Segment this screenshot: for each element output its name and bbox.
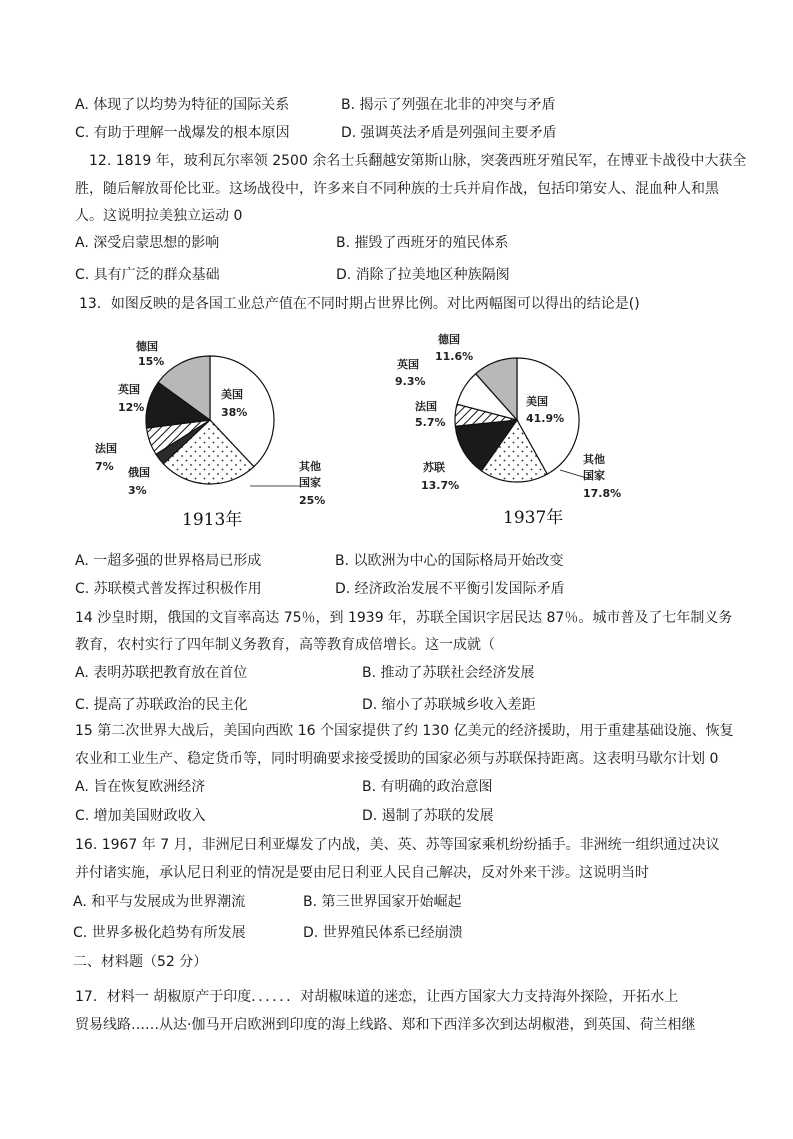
q15-option-d: D. 遏制了苏联的发展 <box>362 808 494 824</box>
pie-1913-slices <box>146 356 274 484</box>
q15-option-b: B. 有明确的政治意图 <box>362 779 493 795</box>
label-others-1937-l1: 其他 <box>583 453 605 466</box>
value-others-1913: 25% <box>299 494 326 507</box>
value-uk-1913: 12% <box>118 401 145 414</box>
q16-option-c: C. 世界多极化趋势有所发展 <box>73 925 246 941</box>
label-france-1913: 法国 <box>95 442 117 455</box>
q13-stem: 13．如图反映的是各国工业总产值在不同时期占世界比例。对比两幅图可以得出的结论是() <box>79 296 640 312</box>
value-usa-1937: 41.9% <box>526 412 565 425</box>
q13-option-c: C. 苏联模式普发挥过积极作用 <box>75 581 262 597</box>
q11-option-a: A. 体现了以均势为特征的国际关系 <box>75 97 290 113</box>
value-germany-1937: 11.6% <box>435 350 474 363</box>
label-others-1913-l1: 其他 <box>299 460 321 473</box>
q12-stem-line1: 12. 1819 年，玻利瓦尔率领 2500 余名士兵翻越安第斯山脉，突袭西班牙殖民军，在博亚卡战役中大获全 <box>89 153 747 169</box>
label-others-1937-l2: 国家 <box>583 469 605 482</box>
value-germany-1913: 15% <box>138 355 165 368</box>
pie-chart-1913 <box>90 328 360 528</box>
q14-stem-line2: 教育，农村实行了四年制义务教育，高等教育成倍增长。这一成就（ <box>75 637 495 653</box>
value-france-1937: 5.7% <box>415 416 446 429</box>
q14-option-d: D. 缩小了苏联城乡收入差距 <box>362 697 536 713</box>
q12-stem-line3: 人。这说明拉美独立运动 0 <box>75 208 243 224</box>
label-uk-1913: 英国 <box>118 383 140 396</box>
label-germany-1913: 德国 <box>136 340 158 353</box>
q14-option-b: B. 推动了苏联社会经济发展 <box>362 665 535 681</box>
q15-option-a: A. 旨在恢复欧洲经济 <box>75 779 206 795</box>
year-caption-1937: 1937年 <box>503 508 564 528</box>
label-germany-1937: 德国 <box>438 333 460 346</box>
q11-option-d: D. 强调英法矛盾是列强间主要矛盾 <box>341 125 557 141</box>
q17-material-line1: 17．材料一 胡椒原产于印度．．．．．．对胡椒味道的迷恋，让西方国家大力支持海外探险，开拓水上 <box>75 989 679 1005</box>
q16-option-d: D. 世界殖民体系已经崩溃 <box>303 925 463 941</box>
q15-option-c: C. 增加美国财政收入 <box>75 808 206 824</box>
pie-chart-1937 <box>390 328 640 528</box>
q14-option-c: C. 提高了苏联政治的民主化 <box>75 697 248 713</box>
q17-material-line2: 贸易线路……从达·伽马开启欧洲到印度的海上线路、郑和下西洋多次到达胡椒港，到英国、荷兰相继 <box>75 1017 696 1033</box>
q16-stem-line1: 16. 1967 年 7 月，非洲尼日利亚爆发了内战，美、英、苏等国家乘机纷纷插手。非洲统一组织通过决议 <box>75 837 720 853</box>
q14-stem-line1: 14 沙皇时期，俄国的文盲率高达 75％，到 1939 年，苏联全国识字居民达 87％。城市普及了七年制义务 <box>75 610 733 626</box>
value-uk-1937: 9.3% <box>395 375 426 388</box>
value-ussr-1937: 13.7% <box>421 479 460 492</box>
value-usa-1913: 38% <box>221 406 248 419</box>
value-russia-1913: 3% <box>128 484 147 497</box>
q13-option-a: A. 一超多强的世界格局已形成 <box>75 553 262 569</box>
q15-stem-line2: 农业和工业生产、稳定货币等，同时明确要求接受援助的国家必须与苏联保持距离。这表明马歇尔计划 0 <box>75 751 719 767</box>
q15-stem-line1: 15 第二次世界大战后，美国向西欧 16 个国家提供了约 130 亿美元的经济援助，用于重建基础设施、恢复 <box>75 723 734 739</box>
q16-stem-line2: 并付诸实施，承认尼日利亚的情况是要由尼日利亚人民自己解决，反对外来干涉。这说明当时 <box>75 865 649 881</box>
label-others-1913-l2: 国家 <box>299 476 321 489</box>
q13-option-b: B. 以欧洲为中心的国际格局开始改变 <box>335 553 564 569</box>
value-others-1937: 17.8% <box>583 487 622 500</box>
q12-option-c: C. 具有广泛的群众基础 <box>75 267 220 283</box>
q16-option-b: B. 第三世界国家开始崛起 <box>303 894 462 910</box>
label-uk-1937: 英国 <box>397 358 419 371</box>
q12-option-b: B. 摧毁了西班牙的殖民体系 <box>336 235 509 251</box>
q14-option-a: A. 表明苏联把教育放在首位 <box>75 665 248 681</box>
q12-stem-line2: 胜，随后解放哥伦比亚。这场战役中，许多来自不同种族的士兵并肩作战，包括印第安人、混血种人和黑 <box>75 181 719 197</box>
label-usa-1937: 美国 <box>526 395 548 408</box>
label-russia-1913: 俄国 <box>128 466 150 479</box>
label-usa-1913: 美国 <box>221 388 243 401</box>
label-ussr-1937: 苏联 <box>423 461 445 474</box>
q11-option-b: B. 揭示了列强在北非的冲突与矛盾 <box>341 97 556 113</box>
year-caption-1913: 1913年 <box>182 510 243 528</box>
label-france-1937: 法国 <box>415 400 437 413</box>
section-heading-materials: 二、材料题（52 分） <box>73 954 208 970</box>
q12-option-a: A. 深受启蒙思想的影响 <box>75 235 220 251</box>
q16-option-a: A. 和平与发展成为世界潮流 <box>73 894 246 910</box>
value-france-1913: 7% <box>95 460 114 473</box>
q13-option-d: D. 经济政治发展不平衡引发国际矛盾 <box>335 581 565 597</box>
q11-option-c: C. 有助于理解一战爆发的根本原因 <box>75 125 290 141</box>
q12-option-d: D. 消除了拉美地区种族隔阂 <box>336 267 510 283</box>
